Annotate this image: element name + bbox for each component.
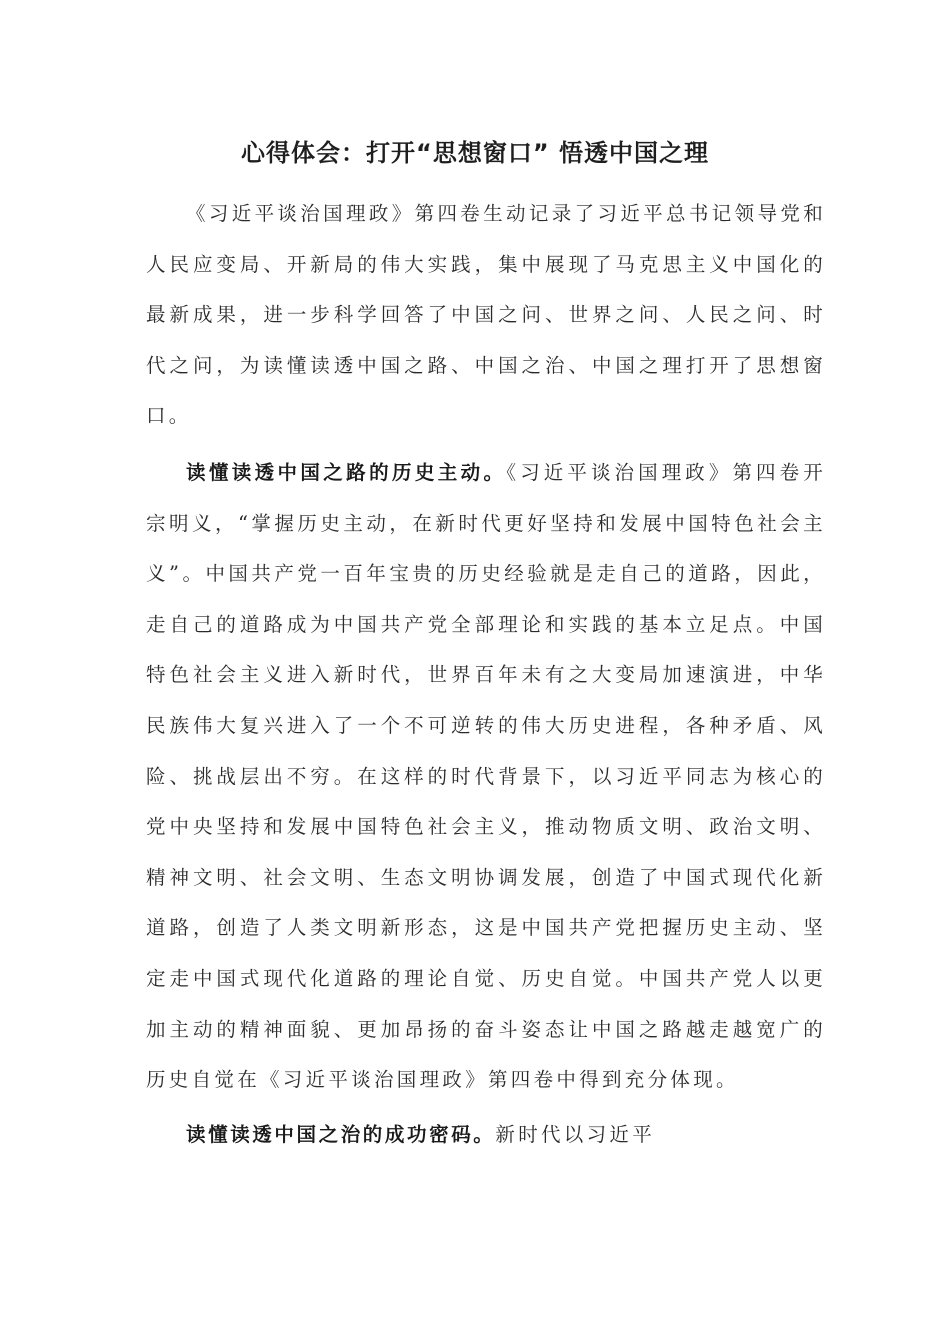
paragraph-text: 《习近平谈治国理政》第四卷生动记录了习近平总书记领导党和人民应变局、开新局的伟大实践，集中展现了马克思主义中国化的最新成果，进一步科学回答了中国之问、世界之问、人民之问、时代之问，为读懂读透中国之路、中国之治、中国之理打开了思想窗口。 <box>146 202 826 428</box>
paragraph-lead: 读懂读透中国之路的历史主动。 <box>186 461 507 484</box>
paragraph-china-road <box>146 448 826 1106</box>
document-title: 心得体会：打开“思想窗口” 悟透中国之理 <box>241 139 709 167</box>
paragraph-china-governance <box>146 1110 826 1161</box>
paragraph-text: 《习近平谈治国理政》第四卷开宗明义，“掌握历史主动，在新时代更好坚持和发展中国特色社会主义”。中国共产党一百年宝贵的历史经验就是走自己的道路，因此，走自己的道路成为中国共产党全部理论和实践的基本立足点。中国特色社会主义进入新时代，世界百年未有之大变局加速演进，中华民族伟大复兴进入了一个不可逆转的伟大历史进程，各种矛盾、风险、挑战层出不穷。在这样的时代背景下，以习近平同志为核心的党中央坚持和发展中国特色社会主义，推动物质文明、政治文明、精神文明、社会文明、生态文明协调发展，创造了中国式现代化新道路，创造了人类文明新形态，这是中国共产党把握历史主动、坚定走中国式现代化道路的理论自觉、历史自觉。中国共产党人以更加主动的精神面貌、更加昂扬的奋斗姿态让中国之路越走越宽广的历史自觉在《习近平谈治国理政》第四卷中得到充分体现。 <box>146 461 827 1092</box>
paragraph-intro <box>146 189 826 442</box>
paragraph-text: 新时代以习近平 <box>495 1123 656 1146</box>
paragraph-lead: 读懂读透中国之治的成功密码。 <box>186 1123 496 1146</box>
